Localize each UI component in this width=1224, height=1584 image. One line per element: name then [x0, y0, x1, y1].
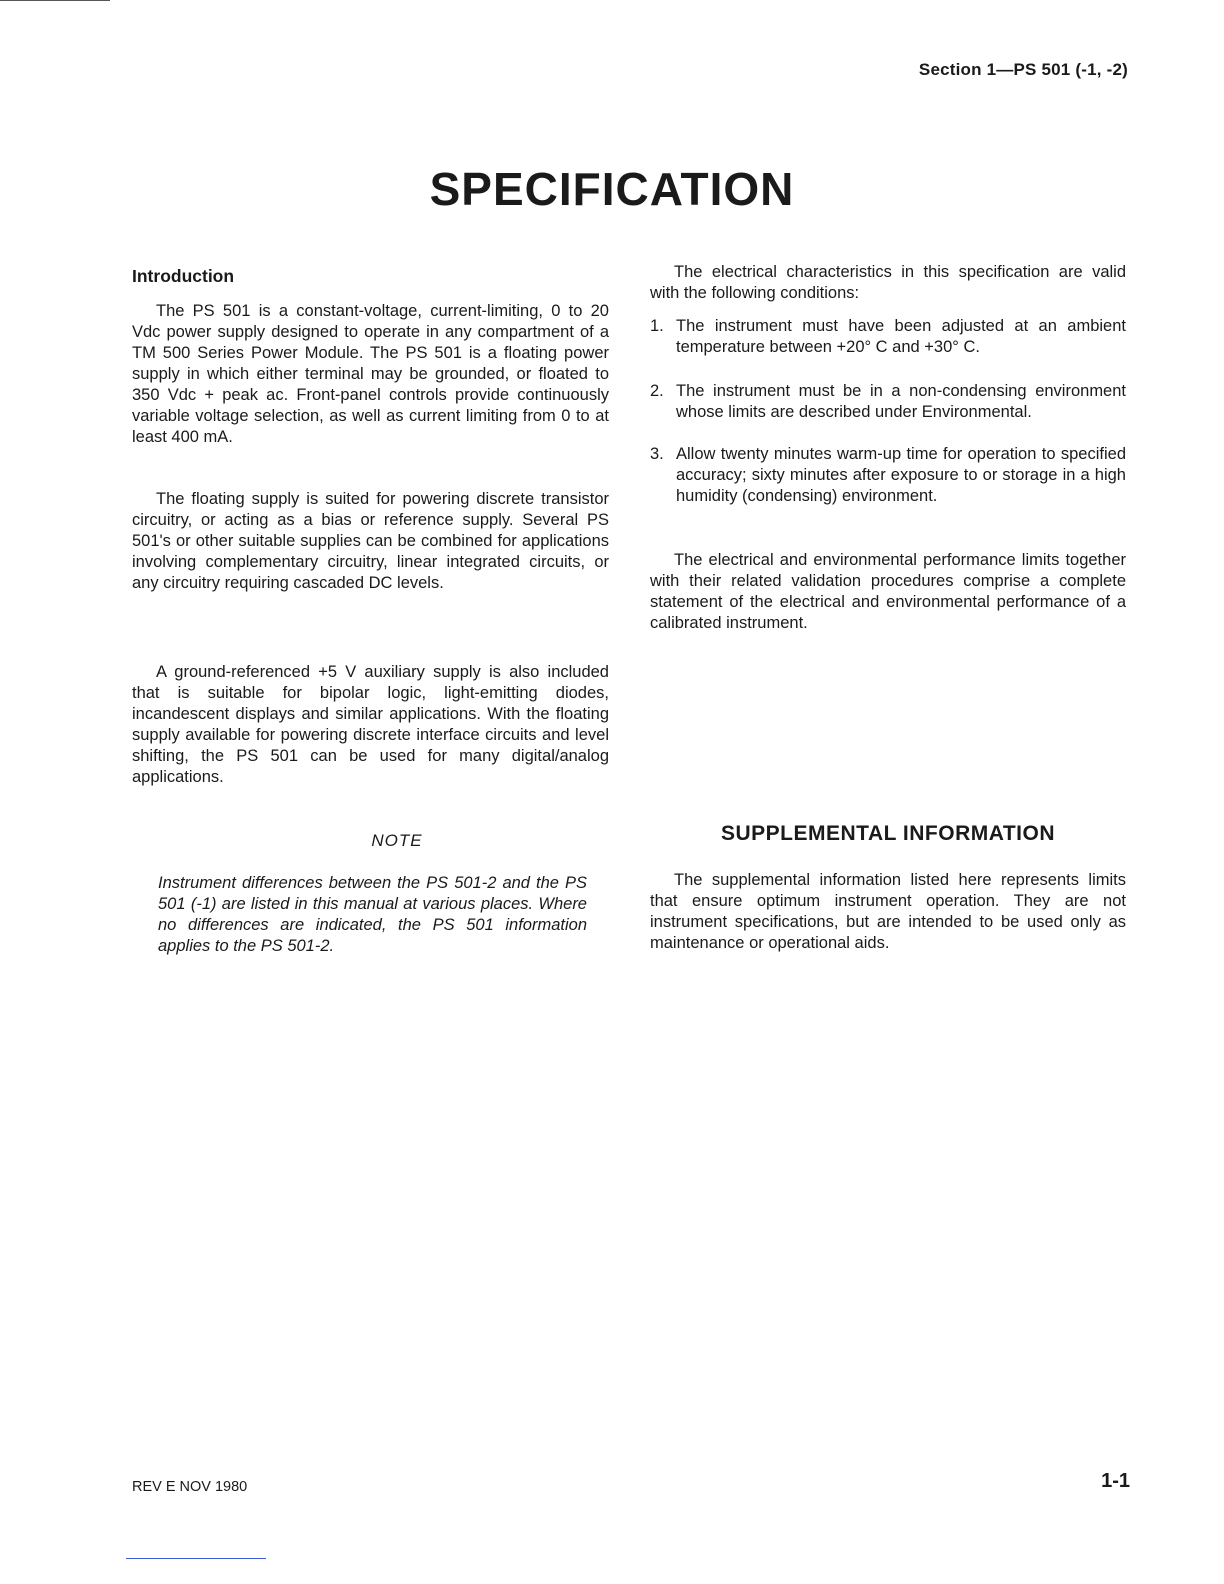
supplemental-paragraph — [650, 870, 1126, 954]
condition-item-2 — [650, 381, 1126, 423]
note-body — [158, 873, 587, 957]
introduction-heading: Introduction — [132, 266, 235, 286]
note-text: Instrument differences between the PS 501-2 and the PS 501 (-1) are listed in this manual at various places. Where no differences are indicated, the PS 501 information applies to the PS 501-2. — [158, 874, 587, 955]
supplemental-heading: SUPPLEMENTAL INFORMATION — [721, 822, 1055, 845]
condition-text: The instrument must be in a non-condensing environment whose limits are described under Environmental. — [676, 382, 1126, 421]
top-rule — [0, 0, 110, 1]
intro-paragraph-3 — [132, 662, 609, 788]
paragraph-text: The floating supply is suited for powering discrete transistor circuitry, or acting as a bias or reference supply. Several PS 501's or other suitable supplies can be combined for applications involving complementary circuitry, linear integrated circuits, or any circuitry requiring cascaded DC levels. — [132, 490, 609, 592]
paragraph-text: The electrical and environmental performance limits together with their related validation procedures comprise a complete statement of the electrical and environmental performance of a calibrated instrument. — [650, 551, 1126, 632]
note-title: NOTE — [371, 831, 423, 850]
paragraph-text: A ground-referenced +5 V auxiliary supply is also included that is suitable for bipolar logic, light-emitting diodes, incandescent displays and similar applications. With the floating supply available for powering discrete interface circuits and level shifting, the PS 501 can be used for many digital/analog applications. — [132, 663, 609, 786]
paragraph-text: The electrical characteristics in this specification are valid with the following conditions: — [650, 263, 1126, 302]
page-title: SPECIFICATION — [429, 163, 795, 215]
performance-paragraph — [650, 550, 1126, 634]
section-header: Section 1—PS 501 (-1, -2) — [918, 60, 1128, 79]
condition-text: Allow twenty minutes warm-up time for operation to specified accuracy; sixty minutes after exposure to or storage in a high humidity (condensing) environment. — [676, 445, 1126, 505]
intro-paragraph-2 — [132, 489, 609, 594]
paragraph-text: The PS 501 is a constant-voltage, current-limiting, 0 to 20 Vdc power supply designed to operate in any compartment of a TM 500 Series Power Module. The PS 501 is a floating power supply in which either terminal may be grounded, or floated to 350 Vdc + peak ac. Front-panel controls provide continuously variable voltage selection, as well as current limiting from 0 to at least 400 mA. — [132, 302, 609, 446]
condition-item-3 — [650, 444, 1126, 507]
condition-item-1 — [650, 316, 1126, 358]
condition-number: 1. — [650, 317, 664, 335]
bottom-rule — [126, 1558, 266, 1559]
condition-text: The instrument must have been adjusted at an ambient temperature between +20° C and +30° C. — [676, 317, 1126, 356]
page-number: 1-1 — [1101, 1470, 1130, 1492]
conditions-intro — [650, 262, 1126, 304]
condition-number: 3. — [650, 445, 664, 463]
revision-label: REV E NOV 1980 — [132, 1479, 248, 1495]
intro-paragraph-1 — [132, 301, 609, 448]
paragraph-text: The supplemental information listed here represents limits that ensure optimum instrument operation. They are not instrument specifications, but are intended to be used only as maintenance or operational aids. — [650, 871, 1126, 952]
condition-number: 2. — [650, 382, 664, 400]
